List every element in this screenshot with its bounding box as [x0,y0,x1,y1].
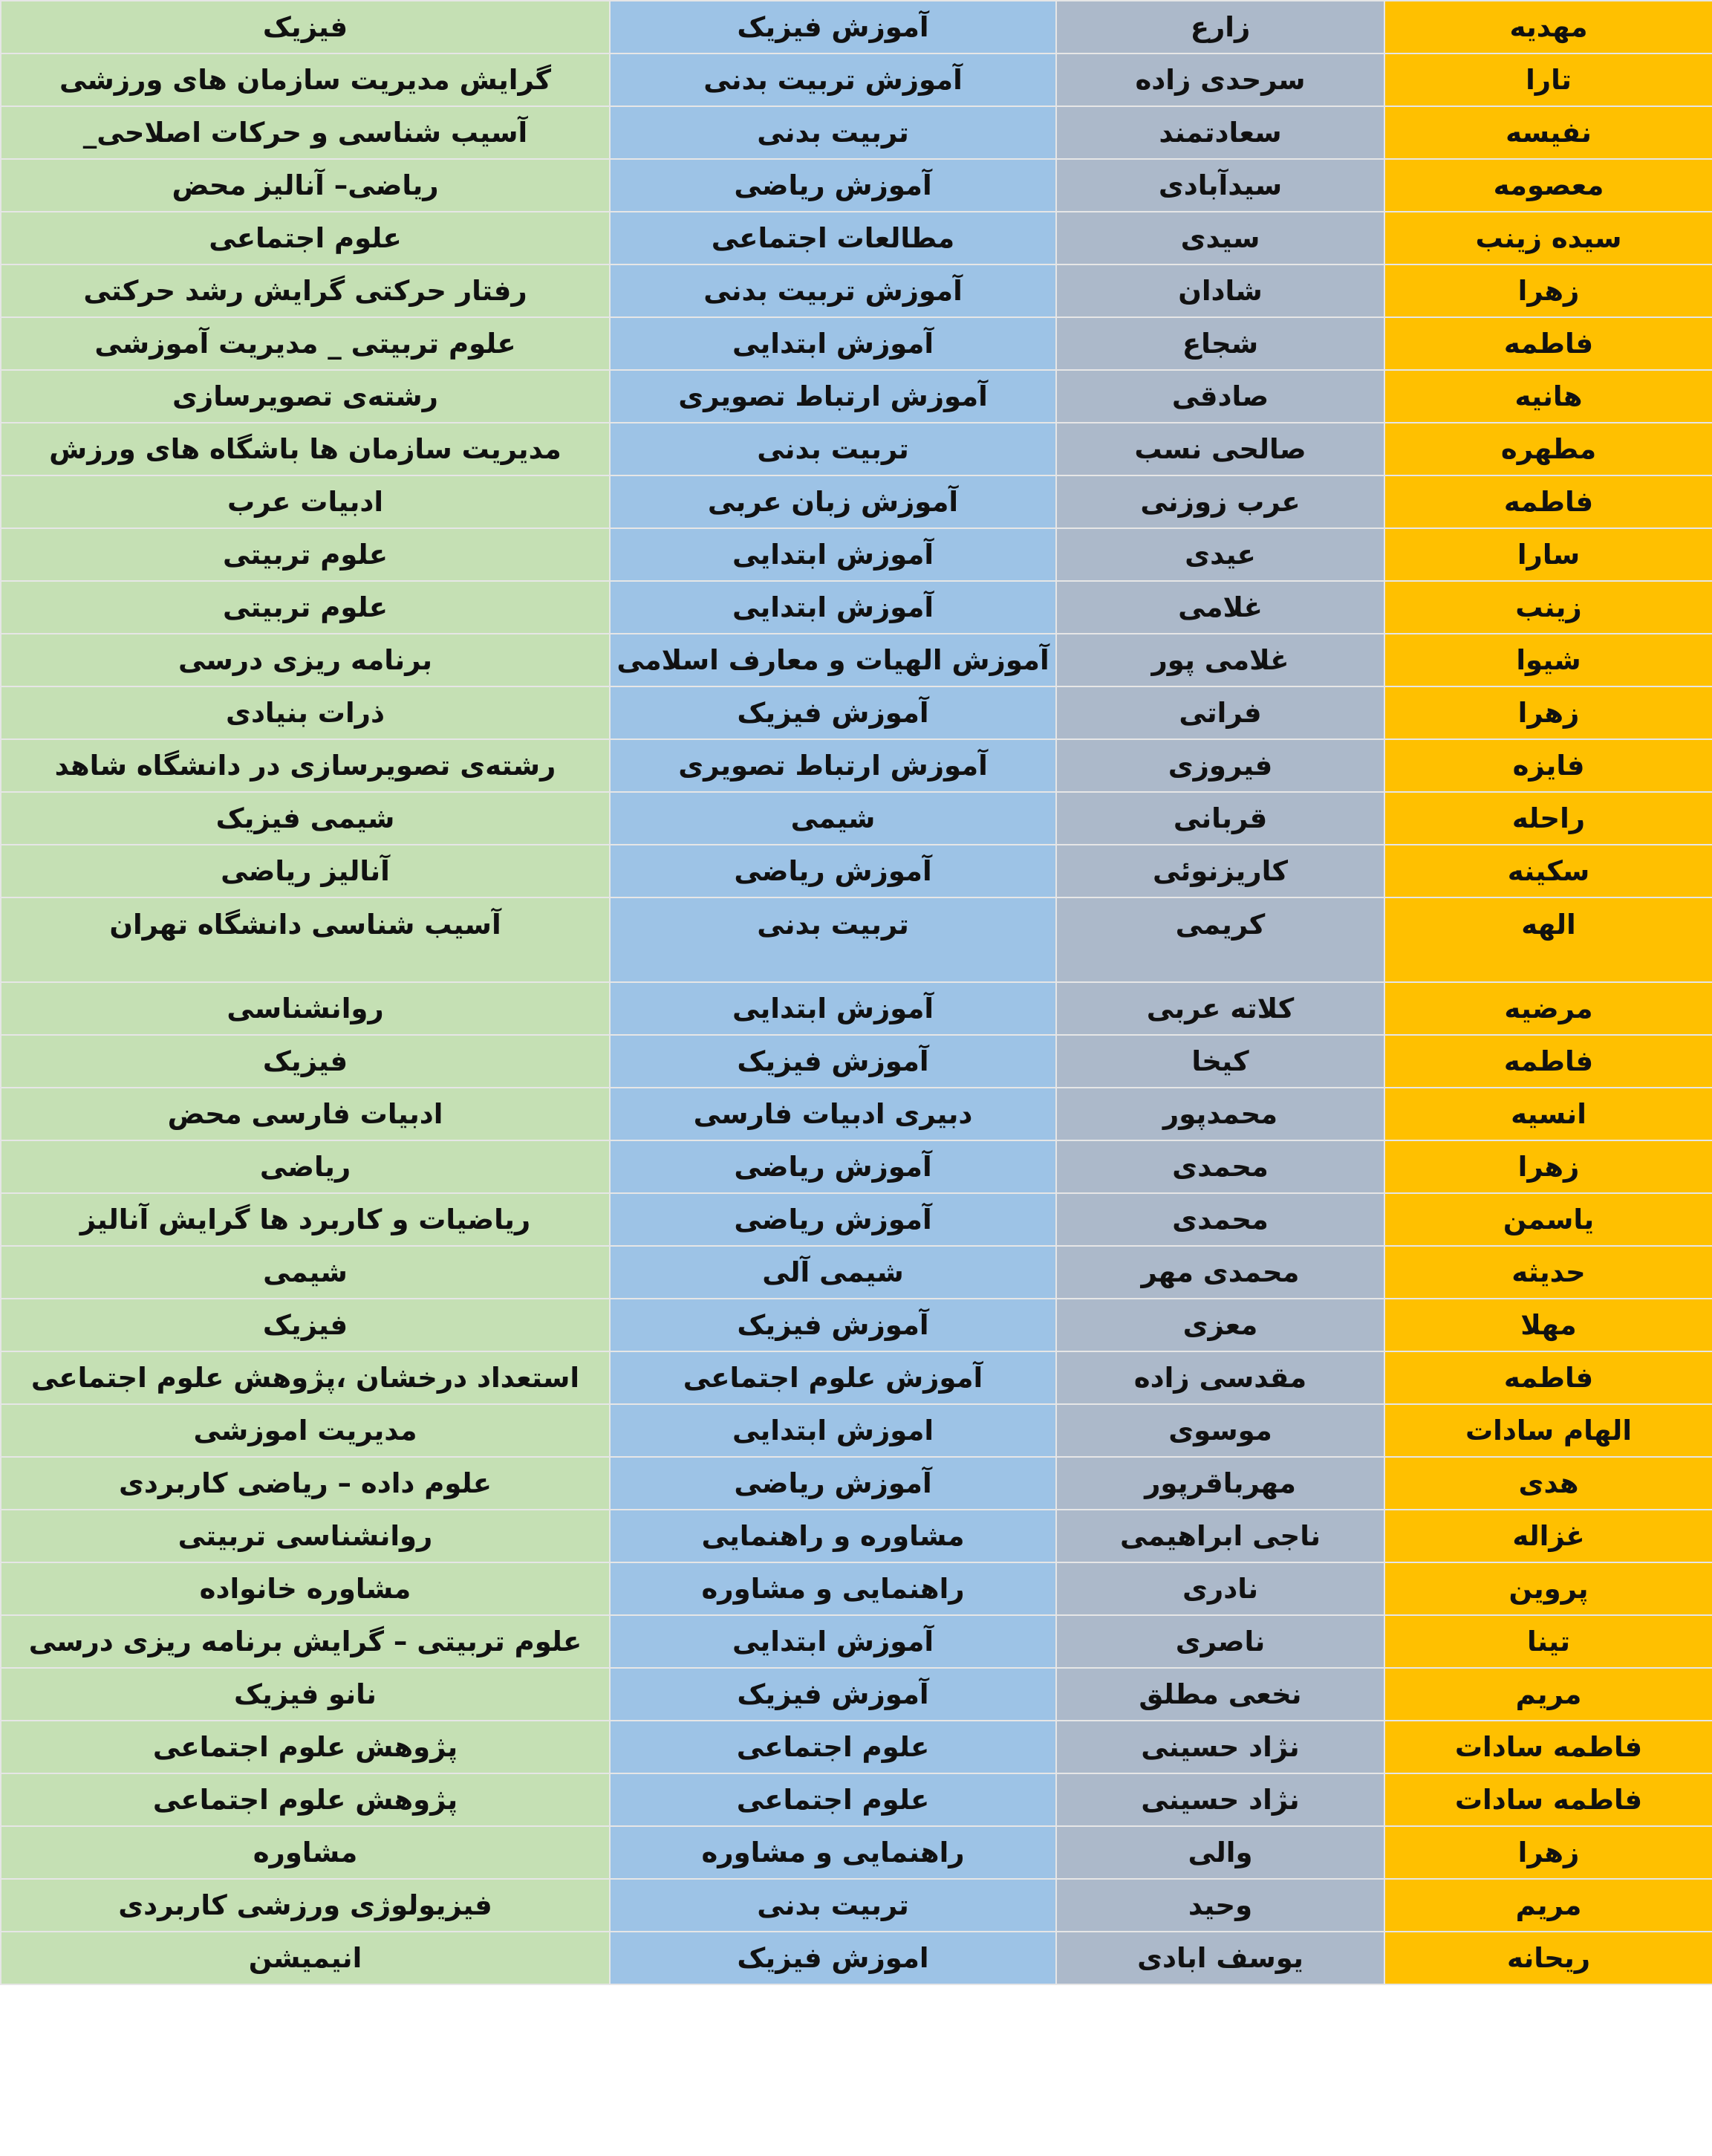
last-name-cell: عیدی [1056,528,1384,581]
major-cell: آموزش فیزیک [610,686,1056,739]
major-cell: آموزش تربیت بدنی [610,264,1056,317]
first-name-cell: فاطمه [1384,475,1712,528]
first-name-cell: فاطمه سادات [1384,1773,1712,1826]
specialization-cell: رشته‌ی تصویرسازی [1,370,610,423]
major-cell: آموزش ریاضی [610,159,1056,212]
major-cell: آموزش ابتدایی [610,1615,1056,1668]
first-name-cell: شیوا [1384,634,1712,686]
first-name-cell: فاطمه [1384,1035,1712,1088]
specialization-cell: علوم داده – ریاضی کاربردی [1,1457,610,1510]
specialization-cell: شیمی فیزیک [1,792,610,845]
last-name-cell: زارع [1056,1,1384,53]
first-name-cell: تینا [1384,1615,1712,1668]
specialization-cell: آسیب شناسی دانشگاه تهران [1,897,610,982]
table-row [1,1457,1712,1510]
last-name-cell: ناصری [1056,1615,1384,1668]
first-name-cell: مهدیه [1384,1,1712,53]
specialization-cell: ادبیات عرب [1,475,610,528]
table-row [1,1088,1712,1140]
first-name-cell: مریم [1384,1879,1712,1932]
table-row [1,1,1712,53]
last-name-cell: سعادتمند [1056,106,1384,159]
table-row [1,159,1712,212]
table-row [1,739,1712,792]
last-name-cell: معزی [1056,1299,1384,1351]
last-name-cell: موسوی [1056,1404,1384,1457]
last-name-cell: سرحدی زاده [1056,53,1384,106]
last-name-cell: غلامی پور [1056,634,1384,686]
last-name-cell: سیدآبادی [1056,159,1384,212]
first-name-cell: مریم [1384,1668,1712,1721]
first-name-cell: هانیه [1384,370,1712,423]
major-cell: آموزش ریاضی [610,1457,1056,1510]
first-name-cell: الهام سادات [1384,1404,1712,1457]
table-row [1,1826,1712,1879]
graduates-table-body [1,1,1712,1984]
first-name-cell: فایزه [1384,739,1712,792]
first-name-cell: هدی [1384,1457,1712,1510]
first-name-cell: تارا [1384,53,1712,106]
first-name-cell: فاطمه [1384,317,1712,370]
major-cell: علوم اجتماعی [610,1721,1056,1773]
table-row [1,1510,1712,1562]
table-row [1,1879,1712,1932]
specialization-cell: روانشناسی تربیتی [1,1510,610,1562]
specialization-cell: انیمیشن [1,1932,610,1984]
specialization-cell: روانشناسی [1,982,610,1035]
last-name-cell: کاریزنوئی [1056,845,1384,897]
table-row [1,1721,1712,1773]
major-cell: تربیت بدنی [610,1879,1056,1932]
specialization-cell: مشاوره خانواده [1,1562,610,1615]
first-name-cell: سیده زینب [1384,212,1712,264]
last-name-cell: والی [1056,1826,1384,1879]
table-row [1,1140,1712,1193]
specialization-cell: نانو فیزیک [1,1668,610,1721]
last-name-cell: نخعی مطلق [1056,1668,1384,1721]
last-name-cell: محمدی مهر [1056,1246,1384,1299]
last-name-cell: شجاع [1056,317,1384,370]
major-cell: تربیت بدنی [610,897,1056,982]
major-cell: آموزش ریاضی [610,845,1056,897]
table-row [1,53,1712,106]
specialization-cell: علوم تربیتی _ مدیریت آموزشی [1,317,610,370]
last-name-cell: نادری [1056,1562,1384,1615]
first-name-cell: معصومه [1384,159,1712,212]
specialization-cell: رفتار حرکتی گرایش رشد حرکتی [1,264,610,317]
table-row [1,264,1712,317]
major-cell: آموزش ابتدایی [610,528,1056,581]
first-name-cell: زهرا [1384,264,1712,317]
table-row [1,634,1712,686]
first-name-cell: مرضیه [1384,982,1712,1035]
table-row [1,1035,1712,1088]
first-name-cell: یاسمن [1384,1193,1712,1246]
specialization-cell: علوم اجتماعی [1,212,610,264]
table-row [1,1773,1712,1826]
table-row [1,845,1712,897]
specialization-cell: علوم تربیتی – گرایش برنامه ریزی درسی [1,1615,610,1668]
specialization-cell: گرایش مدیریت سازمان های ورزشی [1,53,610,106]
major-cell: آموزش ابتدایی [610,581,1056,634]
first-name-cell: مهلا [1384,1299,1712,1351]
table-row [1,581,1712,634]
specialization-cell: پژوهش علوم اجتماعی [1,1773,610,1826]
last-name-cell: نژاد حسینی [1056,1721,1384,1773]
major-cell: آموزش ریاضی [610,1193,1056,1246]
table-row [1,1404,1712,1457]
first-name-cell: الهه [1384,897,1712,982]
table-row [1,982,1712,1035]
table-row [1,317,1712,370]
major-cell: آموزش ارتباط تصویری [610,739,1056,792]
first-name-cell: راحله [1384,792,1712,845]
table-row [1,528,1712,581]
major-cell: آموزش ریاضی [610,1140,1056,1193]
last-name-cell: کلاته عربی [1056,982,1384,1035]
last-name-cell: فراتی [1056,686,1384,739]
last-name-cell: صادقی [1056,370,1384,423]
table-row [1,475,1712,528]
first-name-cell: فاطمه سادات [1384,1721,1712,1773]
major-cell: آموزش زبان عربی [610,475,1056,528]
last-name-cell: کریمی [1056,897,1384,982]
major-cell: تربیت بدنی [610,423,1056,475]
first-name-cell: زینب [1384,581,1712,634]
table-row [1,423,1712,475]
major-cell: آموزش فیزیک [610,1,1056,53]
first-name-cell: ریحانه [1384,1932,1712,1984]
specialization-cell: ریاضیات و کاربرد ها گرایش آنالیز [1,1193,610,1246]
specialization-cell: ادبیات فارسی محض [1,1088,610,1140]
major-cell: تربیت بدنی [610,106,1056,159]
table-row [1,1193,1712,1246]
first-name-cell: انسیه [1384,1088,1712,1140]
last-name-cell: مهرباقرپور [1056,1457,1384,1510]
table-row [1,370,1712,423]
first-name-cell: پروین [1384,1562,1712,1615]
last-name-cell: نژاد حسینی [1056,1773,1384,1826]
table-row [1,1932,1712,1984]
major-cell: شیمی [610,792,1056,845]
major-cell: آموزش فیزیک [610,1668,1056,1721]
major-cell: آموزش تربیت بدنی [610,53,1056,106]
major-cell: علوم اجتماعی [610,1773,1056,1826]
first-name-cell: مطهره [1384,423,1712,475]
last-name-cell: فیروزی [1056,739,1384,792]
last-name-cell: شادان [1056,264,1384,317]
major-cell: آموزش ابتدایی [610,982,1056,1035]
table-row [1,1299,1712,1351]
table-row [1,106,1712,159]
specialization-cell: آسیب شناسی و حرکات اصلاحی_ [1,106,610,159]
first-name-cell: سارا [1384,528,1712,581]
last-name-cell: کیخا [1056,1035,1384,1088]
major-cell: مشاوره و راهنمایی [610,1510,1056,1562]
specialization-cell: مشاوره [1,1826,610,1879]
last-name-cell: یوسف ابادی [1056,1932,1384,1984]
specialization-cell: استعداد درخشان ،پژوهش علوم اجتماعی [1,1351,610,1404]
major-cell: اموزش فیزیک [610,1932,1056,1984]
specialization-cell: فیزیک [1,1035,610,1088]
major-cell: راهنمایی و مشاوره [610,1562,1056,1615]
specialization-cell: رشته‌ی تصویرسازی در دانشگاه شاهد [1,739,610,792]
specialization-cell: شیمی [1,1246,610,1299]
last-name-cell: محمدی [1056,1193,1384,1246]
specialization-cell: فیزیک [1,1,610,53]
table-row [1,1615,1712,1668]
table-row [1,1246,1712,1299]
last-name-cell: عرب زوزنی [1056,475,1384,528]
first-name-cell: حدیثه [1384,1246,1712,1299]
last-name-cell: ناجی ابراهیمی [1056,1510,1384,1562]
specialization-cell: ریاضی– آنالیز محض [1,159,610,212]
specialization-cell: علوم تربیتی [1,528,610,581]
first-name-cell: نفیسه [1384,106,1712,159]
table-row [1,686,1712,739]
specialization-cell: فیزیک [1,1299,610,1351]
table-row [1,212,1712,264]
table-row [1,792,1712,845]
specialization-cell: آنالیز ریاضی [1,845,610,897]
first-name-cell: زهرا [1384,1140,1712,1193]
major-cell: راهنمایی و مشاوره [610,1826,1056,1879]
major-cell: اموزش ابتدایی [610,1404,1056,1457]
first-name-cell: غزاله [1384,1510,1712,1562]
major-cell: آموزش الهیات و معارف اسلامی [610,634,1056,686]
specialization-cell: علوم تربیتی [1,581,610,634]
major-cell: مطالعات اجتماعی [610,212,1056,264]
major-cell: آموزش ابتدایی [610,317,1056,370]
last-name-cell: قربانی [1056,792,1384,845]
specialization-cell: ذرات بنیادی [1,686,610,739]
major-cell: دبیری ادبیات فارسی [610,1088,1056,1140]
last-name-cell: محمدپور [1056,1088,1384,1140]
major-cell: آموزش فیزیک [610,1035,1056,1088]
first-name-cell: زهرا [1384,1826,1712,1879]
major-cell: آموزش ارتباط تصویری [610,370,1056,423]
major-cell: شیمی آلی [610,1246,1056,1299]
last-name-cell: وحید [1056,1879,1384,1932]
last-name-cell: محمدی [1056,1140,1384,1193]
table-row [1,1351,1712,1404]
specialization-cell: فیزیولوژی ورزشی کاربردی [1,1879,610,1932]
table-row [1,1668,1712,1721]
first-name-cell: زهرا [1384,686,1712,739]
specialization-cell: ریاضی [1,1140,610,1193]
last-name-cell: صالحی نسب [1056,423,1384,475]
last-name-cell: سیدی [1056,212,1384,264]
first-name-cell: فاطمه [1384,1351,1712,1404]
specialization-cell: پژوهش علوم اجتماعی [1,1721,610,1773]
specialization-cell: برنامه ریزی درسی [1,634,610,686]
table-row [1,897,1712,982]
last-name-cell: غلامی [1056,581,1384,634]
specialization-cell: مدیریت اموزشی [1,1404,610,1457]
specialization-cell: مدیریت سازمان ها باشگاه های ورزش [1,423,610,475]
table-row [1,1562,1712,1615]
major-cell: آموزش علوم اجتماعی [610,1351,1056,1404]
first-name-cell: سکینه [1384,845,1712,897]
last-name-cell: مقدسی زاده [1056,1351,1384,1404]
major-cell: آموزش فیزیک [610,1299,1056,1351]
